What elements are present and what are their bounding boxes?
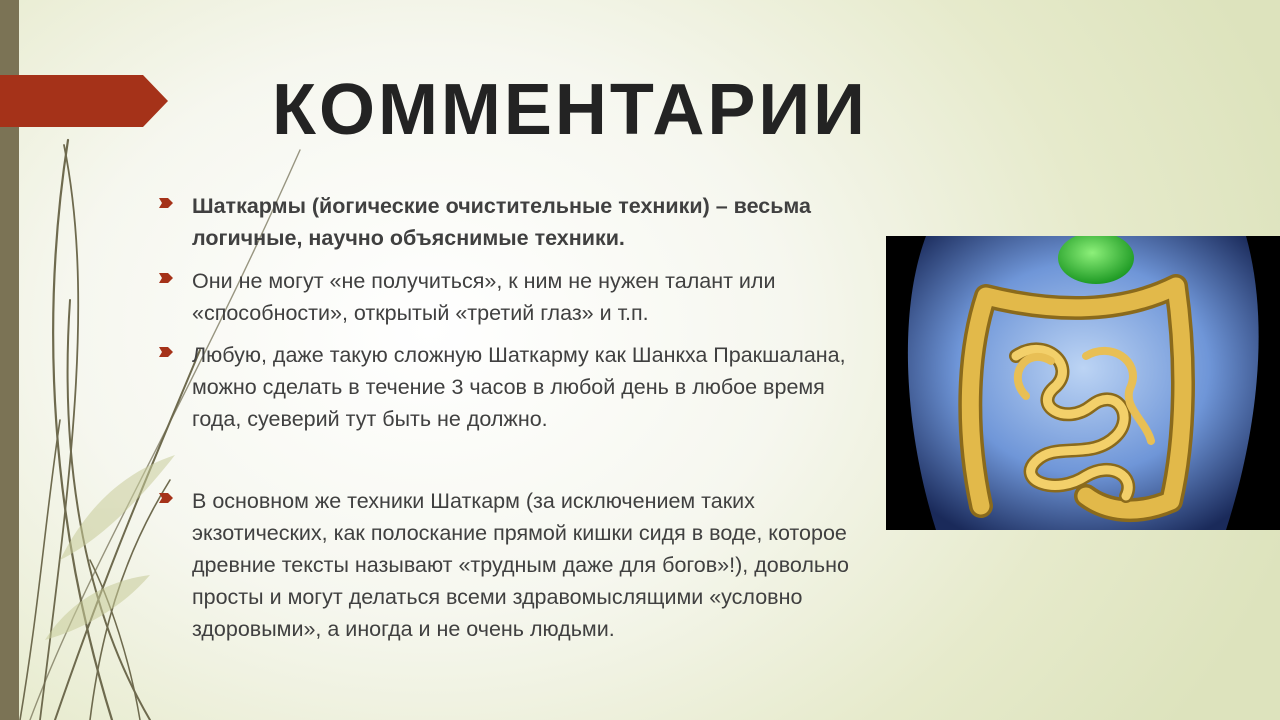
arrow-bullet-icon (159, 347, 173, 357)
bullet-text: В основном же техники Шаткарм (за исключением таких экзотических, как полоскание прямой кишки сидя в воде, которое древние тексты называют «трудным даже для богов»!), довольно просты и могут делаться всеми здравомыслящими «условно здоровыми», а иногда и не очень людьми. (192, 489, 849, 641)
bullet-item (156, 265, 876, 329)
intestines-illustration (886, 236, 1280, 530)
bullet-item (156, 485, 876, 645)
arrow-bullet-icon (159, 273, 173, 283)
slide-title: КОММЕНТАРИИ (272, 70, 868, 150)
bullet-item (156, 339, 876, 435)
arrow-bullet-icon (159, 198, 173, 208)
bullet-item (156, 190, 876, 254)
bullet-list (156, 190, 876, 645)
bullet-text: Они не могут «не получиться», к ним не нужен талант или «способности», открытый «третий глаз» и т.п. (192, 269, 776, 325)
arrow-bullet-icon (159, 493, 173, 503)
bullet-text: Любую, даже такую сложную Шаткарму как Шанкха Пракшалана, можно сделать в течение 3 часов в любой день в любое время года, суеверий тут быть не должно. (192, 343, 846, 431)
title-accent-tab (0, 75, 168, 127)
bullet-text: Шаткармы (йогические очистительные техники) – весьма логичные, научно объяснимые техники. (192, 194, 812, 250)
